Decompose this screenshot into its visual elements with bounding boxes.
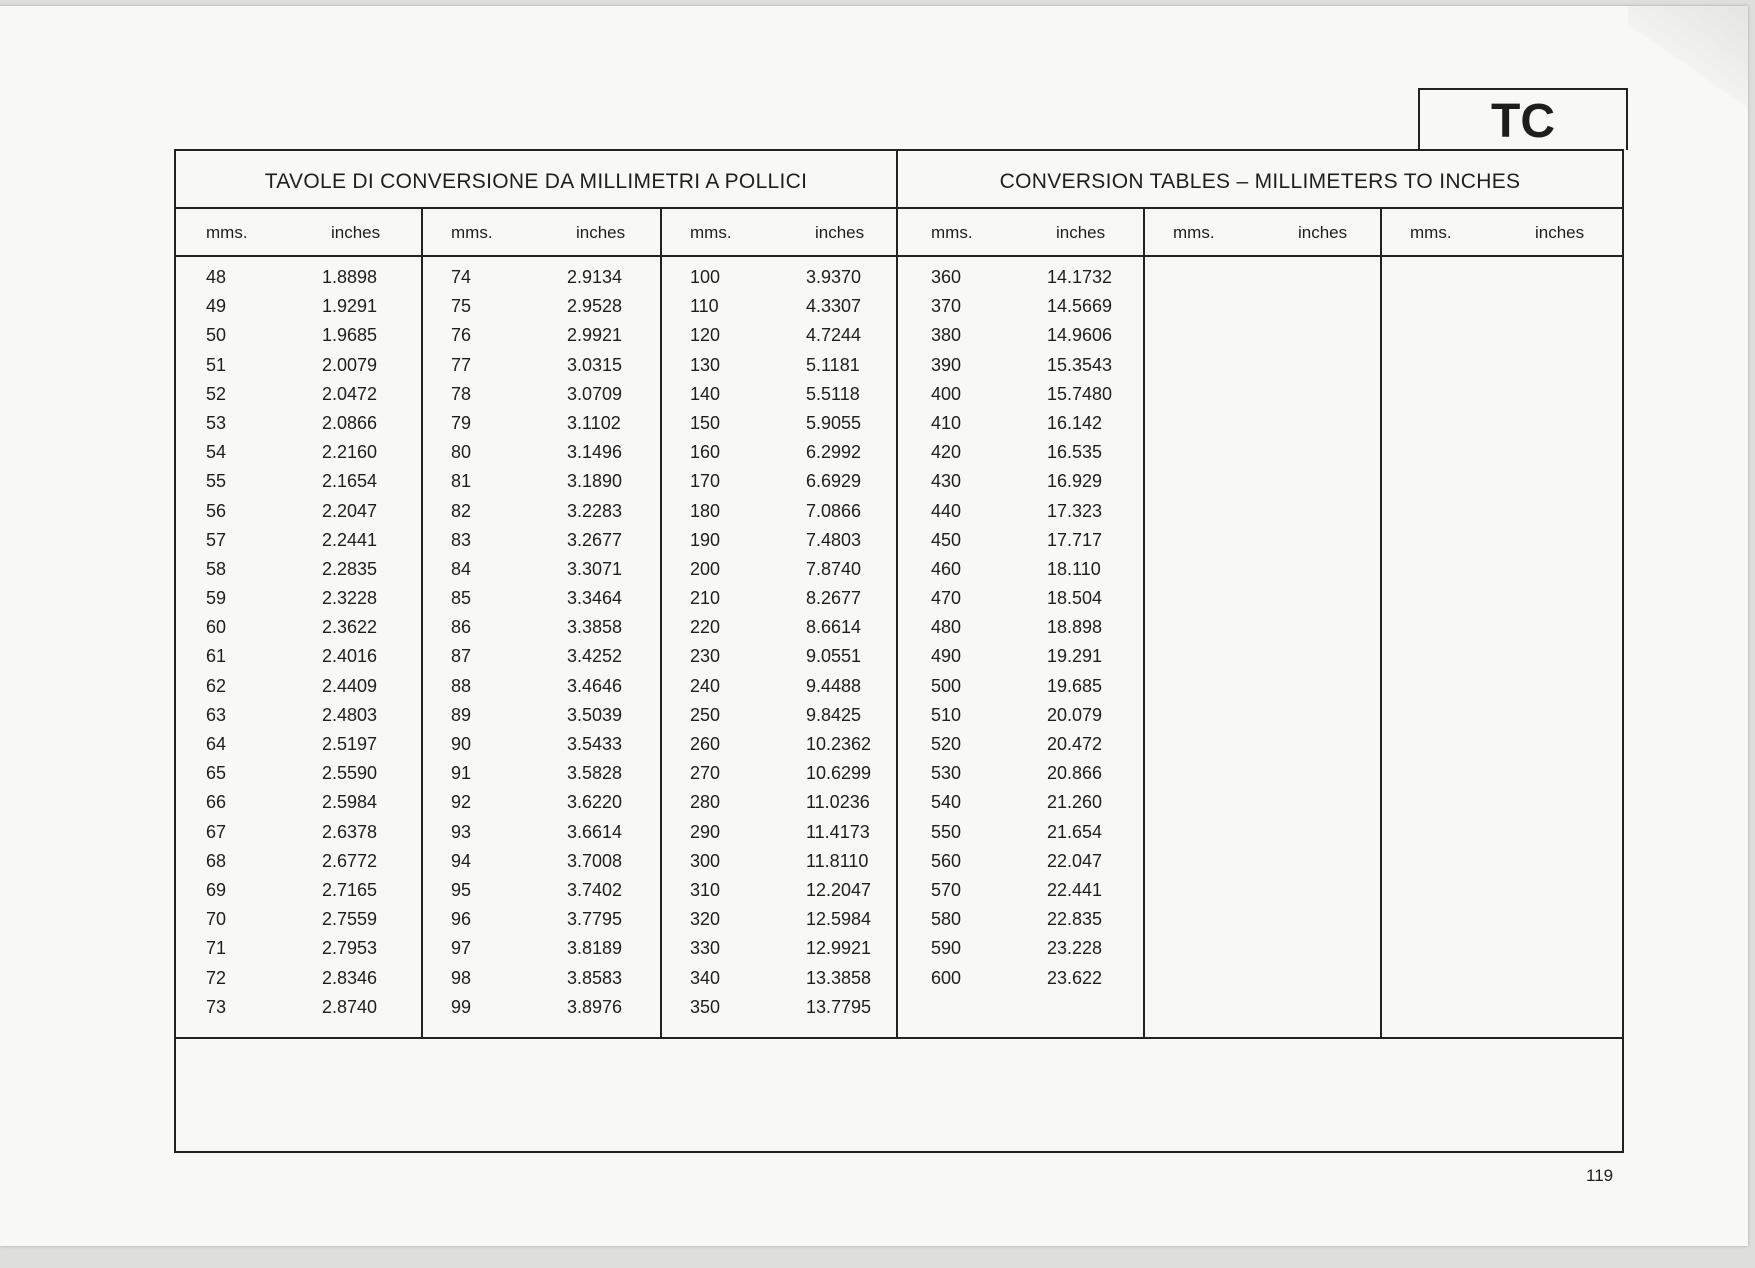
mm-value: 80 [451,442,472,463]
inches-value: 11.8110 [806,850,869,871]
inches-value: 2.6772 [322,850,378,871]
mm-value: 70 [206,909,227,930]
mm-column [451,263,471,1022]
mm-value: 190 [690,529,721,550]
mm-value: 94 [451,850,472,871]
header-divider [176,255,1622,257]
mm-value: 66 [206,792,227,813]
mm-column [206,263,226,1022]
mm-value: 430 [931,471,962,492]
column-header-mms: mms. [1410,223,1452,242]
column-header-inches: inches [1056,223,1106,242]
inches-column [806,263,871,1022]
mm-value: 75 [451,296,472,317]
mm-value: 99 [451,996,472,1017]
column-divider [660,207,662,1037]
page-number: 119 [1586,1166,1614,1185]
inches-value: 20.079 [1047,704,1103,725]
inches-value: 4.7244 [806,325,862,346]
inches-value: 3.6614 [567,821,623,842]
conversion-table [174,149,1624,1153]
mm-value: 590 [931,938,962,959]
mm-value: 220 [690,617,721,638]
inches-column [1047,263,1112,993]
inches-value: 18.110 [1047,558,1101,579]
inches-value: 2.4409 [322,675,378,696]
column-divider [1380,207,1382,1037]
column-header-mms: mms. [931,223,973,242]
mm-value: 380 [931,325,962,346]
inches-value: 3.5828 [567,763,623,784]
inches-value: 2.8346 [322,967,378,988]
column-header-inches: inches [576,223,626,242]
column-header-mms: mms. [206,223,248,242]
inches-value: 17.323 [1047,500,1103,521]
column-header-mms: mms. [1173,223,1215,242]
inches-value: 3.8976 [567,996,623,1017]
mm-value: 68 [206,850,227,871]
inches-column [567,263,622,1022]
inches-value: 23.228 [1047,938,1103,959]
inches-value: 14.9606 [1047,325,1113,346]
inches-value: 2.2047 [322,500,378,521]
inches-value: 1.9685 [322,325,378,346]
inches-value: 21.654 [1047,821,1103,842]
mm-value: 410 [931,412,962,433]
inches-value: 7.4803 [806,529,862,550]
title-english: CONVERSION TABLES – MILLIMETERS TO INCHES [999,170,1521,193]
inches-value: 5.9055 [806,412,862,433]
column-header-inches: inches [331,223,381,242]
inches-value: 6.2992 [806,442,862,463]
inches-value: 11.0236 [806,792,870,813]
inches-value: 3.4252 [567,646,623,667]
mm-value: 72 [206,967,227,988]
mm-value: 300 [690,850,721,871]
inches-value: 16.142 [1047,412,1103,433]
mm-value: 48 [206,267,227,287]
mm-value: 340 [690,967,721,988]
mm-value: 250 [690,704,721,725]
inches-value: 3.8583 [567,967,623,988]
inches-value: 7.8740 [806,558,862,579]
mm-value: 92 [451,792,472,813]
mm-value: 74 [451,267,472,287]
mm-value: 160 [690,442,721,463]
mm-value: 240 [690,675,721,696]
title-vertical-divider [896,151,898,1037]
mm-value: 150 [690,412,721,433]
mm-value: 62 [206,675,227,696]
inches-value: 3.2283 [567,500,623,521]
inches-value: 2.4803 [322,704,378,725]
inches-value: 3.5039 [567,704,623,725]
mm-value: 210 [690,588,721,609]
mm-value: 89 [451,704,472,725]
mm-value: 67 [206,821,227,842]
inches-value: 18.898 [1047,617,1103,638]
mm-value: 230 [690,646,721,667]
inches-value: 22.441 [1047,879,1103,900]
inches-value: 2.9528 [567,296,623,317]
mm-value: 90 [451,734,472,754]
mm-value: 59 [206,588,227,609]
mm-value: 580 [931,909,962,930]
mm-value: 510 [931,704,962,725]
inches-value: 15.7480 [1047,383,1113,404]
mm-value: 97 [451,938,472,959]
inches-value: 20.866 [1047,763,1103,784]
inches-value: 3.3858 [567,617,623,638]
mm-value: 82 [451,500,472,521]
inches-value: 3.9370 [806,267,862,287]
inches-value: 3.3071 [567,558,623,579]
column-divider [421,207,423,1037]
mm-value: 61 [206,646,227,667]
title-italian: TAVOLE DI CONVERSIONE DA MILLIMETRI A POLLICI [264,170,808,193]
inches-value: 9.4488 [806,675,862,696]
inches-value: 2.6378 [322,821,378,842]
inches-value: 8.6614 [806,617,862,638]
inches-value: 6.6929 [806,471,862,492]
column-header-inches: inches [815,223,865,242]
mm-value: 69 [206,879,227,900]
inches-value: 13.7795 [806,996,872,1017]
inches-value: 2.1654 [322,471,378,492]
page-fold [1628,6,1748,146]
mm-column [931,263,961,993]
inches-value: 3.8189 [567,938,623,959]
inches-value: 9.8425 [806,704,862,725]
inches-value: 13.3858 [806,967,872,988]
mm-value: 560 [931,850,962,871]
inches-value: 21.260 [1047,792,1103,813]
inches-value: 22.047 [1047,850,1103,871]
mm-value: 470 [931,588,962,609]
inches-value: 19.685 [1047,675,1103,696]
inches-value: 8.2677 [806,588,862,609]
inches-value: 3.1890 [567,471,623,492]
inches-value: 2.9134 [567,267,623,287]
mm-value: 95 [451,879,472,900]
mm-value: 490 [931,646,962,667]
mm-value: 570 [931,879,962,900]
inches-value: 19.291 [1047,646,1103,667]
inches-value: 4.3307 [806,296,862,317]
mm-value: 88 [451,675,472,696]
mm-value: 460 [931,558,962,579]
inches-value: 7.0866 [806,500,862,521]
inches-value: 12.9921 [806,938,872,959]
inches-value: 2.3622 [322,617,378,638]
inches-value: 5.1181 [806,354,860,375]
footer-divider [176,1037,1622,1039]
inches-value: 2.2835 [322,558,378,579]
inches-value: 5.5118 [806,383,860,404]
inches-value: 2.3228 [322,588,378,609]
inches-value: 2.2441 [322,529,378,550]
mm-value: 420 [931,442,962,463]
inches-value: 2.0866 [322,412,378,433]
mm-value: 58 [206,558,227,579]
mm-value: 350 [690,996,721,1017]
column-header-mms: mms. [690,223,732,242]
inches-value: 2.4016 [322,646,378,667]
mm-value: 500 [931,675,962,696]
mm-value: 530 [931,763,962,784]
mm-value: 520 [931,734,962,754]
mm-value: 96 [451,909,472,930]
mm-value: 51 [206,354,227,375]
mm-value: 390 [931,354,962,375]
mm-value: 370 [931,296,962,317]
mm-value: 140 [690,383,721,404]
column-header-inches: inches [1298,223,1348,242]
inches-value: 3.7402 [567,879,623,900]
inches-value: 2.9921 [567,325,623,346]
mm-value: 86 [451,617,472,638]
mm-value: 55 [206,471,227,492]
inches-value: 3.3464 [567,588,623,609]
inches-value: 2.5590 [322,763,378,784]
mm-value: 100 [690,267,721,287]
inches-value: 14.1732 [1047,267,1113,287]
inches-value: 3.7795 [567,909,623,930]
section-tab: TC [1418,88,1628,150]
inches-value: 14.5669 [1047,296,1113,317]
mm-value: 79 [451,412,472,433]
inches-value: 23.622 [1047,967,1103,988]
inches-value: 3.1102 [567,412,621,433]
inches-value: 3.6220 [567,792,623,813]
mm-value: 91 [451,763,472,784]
mm-value: 400 [931,383,962,404]
mm-value: 77 [451,354,472,375]
inches-value: 12.5984 [806,909,872,930]
mm-value: 83 [451,529,472,550]
inches-value: 10.2362 [806,734,872,754]
inches-value: 3.4646 [567,675,623,696]
inches-value: 3.5433 [567,734,623,754]
mm-value: 120 [690,325,721,346]
mm-value: 290 [690,821,721,842]
mm-value: 73 [206,996,227,1017]
column-divider [1143,207,1145,1037]
inches-value: 2.7559 [322,909,378,930]
mm-value: 330 [690,938,721,959]
mm-value: 87 [451,646,472,667]
mm-column [690,263,720,1022]
mm-value: 81 [451,471,472,492]
inches-value: 18.504 [1047,588,1103,609]
mm-value: 480 [931,617,962,638]
mm-value: 180 [690,500,721,521]
mm-value: 310 [690,879,721,900]
mm-value: 60 [206,617,227,638]
mm-value: 57 [206,529,227,550]
inches-value: 12.2047 [806,879,872,900]
inches-value: 16.929 [1047,471,1103,492]
mm-value: 170 [690,471,721,492]
inches-value: 2.0079 [322,354,378,375]
inches-value: 16.535 [1047,442,1103,463]
mm-value: 54 [206,442,227,463]
inches-value: 1.9291 [322,296,378,317]
mm-value: 52 [206,383,227,404]
inches-value: 3.1496 [567,442,623,463]
mm-value: 320 [690,909,721,930]
inches-value: 9.0551 [806,646,862,667]
inches-value: 15.3543 [1047,354,1113,375]
mm-value: 71 [206,938,227,959]
column-header-mms: mms. [451,223,493,242]
inches-value: 3.2677 [567,529,623,550]
inches-value: 3.7008 [567,850,623,871]
mm-value: 540 [931,792,962,813]
mm-value: 85 [451,588,472,609]
inches-value: 17.717 [1047,529,1103,550]
inches-value: 2.7165 [322,879,378,900]
inches-value: 2.2160 [322,442,378,463]
column-header-inches: inches [1535,223,1585,242]
mm-value: 280 [690,792,721,813]
mm-value: 78 [451,383,472,404]
mm-value: 76 [451,325,472,346]
inches-value: 3.0709 [567,383,623,404]
mm-value: 65 [206,763,227,784]
mm-value: 63 [206,704,227,725]
inches-value: 1.8898 [322,267,378,287]
inches-value: 22.835 [1047,909,1103,930]
mm-value: 270 [690,763,721,784]
mm-value: 56 [206,500,227,521]
mm-value: 110 [690,296,719,317]
mm-value: 84 [451,558,472,579]
mm-value: 550 [931,821,962,842]
inches-value: 3.0315 [567,354,623,375]
mm-value: 440 [931,500,962,521]
inches-value: 2.7953 [322,938,378,959]
inches-column [322,263,377,1022]
inches-value: 2.8740 [322,996,378,1017]
inches-value: 20.472 [1047,734,1103,754]
mm-value: 50 [206,325,227,346]
mm-value: 360 [931,267,962,287]
mm-value: 93 [451,821,472,842]
inches-value: 2.0472 [322,383,378,404]
inches-value: 10.6299 [806,763,872,784]
mm-value: 600 [931,967,962,988]
title-divider [176,207,1622,209]
mm-value: 98 [451,967,472,988]
mm-value: 130 [690,354,721,375]
mm-value: 49 [206,296,227,317]
mm-value: 260 [690,734,721,754]
mm-value: 64 [206,734,227,754]
mm-value: 53 [206,412,227,433]
inches-value: 2.5984 [322,792,378,813]
mm-value: 200 [690,558,721,579]
inches-value: 2.5197 [322,734,378,754]
inches-value: 11.4173 [806,821,870,842]
mm-value: 450 [931,529,962,550]
